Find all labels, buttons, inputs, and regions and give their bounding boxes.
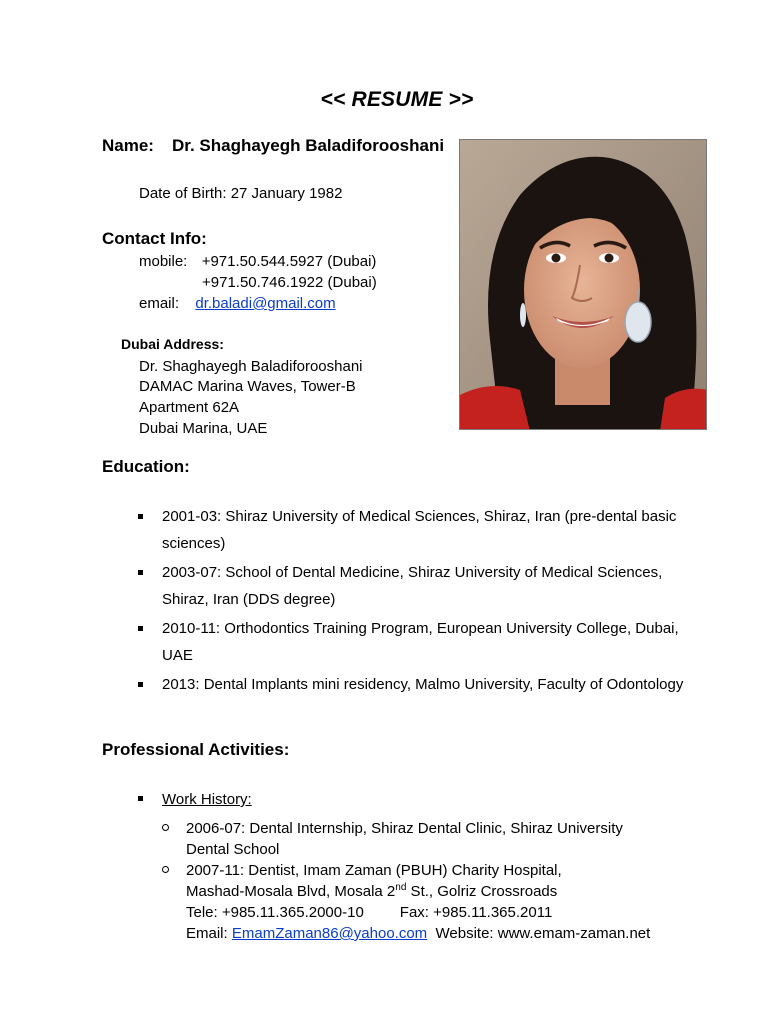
full-name: Dr. Shaghayegh Baladiforooshani bbox=[172, 136, 445, 155]
square-bullet-icon bbox=[138, 682, 143, 687]
email-link[interactable]: dr.baladi@gmail.com bbox=[195, 295, 336, 312]
mobile-label: mobile: bbox=[139, 253, 188, 270]
address-line-4: Dubai Marina, UAE bbox=[139, 420, 268, 437]
email-label: email: bbox=[139, 295, 180, 312]
address-heading: Dubai Address: bbox=[121, 336, 224, 352]
name-label: Name: bbox=[102, 136, 154, 155]
education-heading: Education: bbox=[102, 457, 190, 476]
contact-heading: Contact Info: bbox=[102, 229, 207, 248]
square-bullet-icon bbox=[138, 570, 143, 575]
work-history-heading bbox=[138, 791, 252, 808]
fax-number: Fax: +985.11.365.2011 bbox=[399, 904, 553, 921]
email-line bbox=[139, 293, 336, 314]
address-line-2: DAMAC Marina Waves, Tower-B bbox=[139, 378, 356, 395]
name-line bbox=[102, 136, 444, 156]
education-item: 2001-03: Shiraz University of Medical Sciences, Shiraz, Iran (pre-dental basic sciences) bbox=[138, 503, 708, 557]
work-history-label: Work History: bbox=[162, 791, 252, 808]
date-of-birth: Date of Birth: 27 January 1982 bbox=[139, 185, 343, 202]
work-history-list bbox=[162, 818, 722, 944]
circle-bullet-icon bbox=[162, 824, 169, 831]
square-bullet-icon bbox=[138, 796, 143, 801]
mobile-number-2: +971.50.746.1922 (Dubai) bbox=[202, 274, 377, 291]
hospital-email-link[interactable]: EmamZaman86@yahoo.com bbox=[231, 925, 428, 942]
hospital-website: Website: www.emam-zaman.net bbox=[435, 925, 651, 942]
hospital-phones bbox=[186, 902, 722, 923]
education-list bbox=[138, 503, 708, 700]
mobile-number-1: +971.50.544.5927 (Dubai) bbox=[201, 253, 377, 270]
professional-heading: Professional Activities: bbox=[102, 740, 290, 759]
mobile-line-1 bbox=[139, 251, 376, 272]
circle-bullet-icon bbox=[162, 866, 169, 873]
hospital-email-label: Email: bbox=[186, 925, 228, 942]
education-item: 2010-11: Orthodontics Training Program, European University College, Dubai, UAE bbox=[138, 615, 708, 669]
education-item: 2003-07: School of Dental Medicine, Shiraz University of Medical Sciences, Shiraz, Iran (DDS degree) bbox=[138, 559, 708, 613]
profile-photo bbox=[459, 139, 707, 430]
education-item: 2013: Dental Implants mini residency, Malmo University, Faculty of Odontology bbox=[138, 671, 708, 698]
hospital-address: Mashad-Mosala Blvd, Mosala 2nd St., Golriz Crossroads bbox=[186, 882, 558, 900]
address-line-3: Apartment 62A bbox=[139, 399, 240, 416]
work-item: 2007-11: Dentist, Imam Zaman (PBUH) Charity Hospital, Mashad-Mosala Blvd, Mosala 2nd St., Golriz Crossroads Tele: +985.11.365.2000-10 Fax: +985.11.365.2011 Email: EmamZaman86@yahoo.com Website: www.emam-zaman.net bbox=[162, 860, 722, 944]
portrait-image bbox=[460, 140, 707, 430]
square-bullet-icon bbox=[138, 514, 143, 519]
hospital-contact bbox=[186, 923, 722, 944]
address-line-1: Dr. Shaghayegh Baladiforooshani bbox=[139, 358, 363, 375]
tele-number: Tele: +985.11.365.2000-10 bbox=[186, 904, 364, 921]
work-item: 2006-07: Dental Internship, Shiraz Dental Clinic, Shiraz University Dental School bbox=[162, 818, 722, 860]
resume-title: << RESUME >> bbox=[320, 88, 474, 111]
square-bullet-icon bbox=[138, 626, 143, 631]
